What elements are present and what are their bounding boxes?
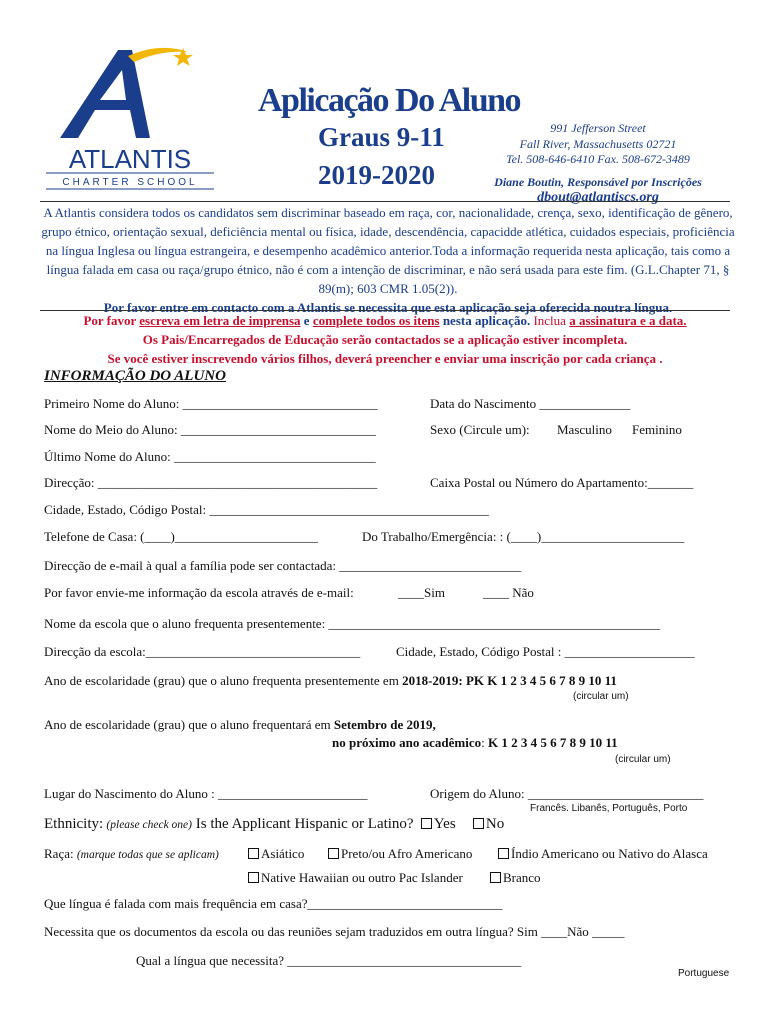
origin-examples: Francês. Libanês, Português, Porto [530, 803, 688, 814]
next-grade-label [44, 717, 436, 733]
circle-note: (circular um) [573, 691, 629, 702]
next-year-label: no próximo ano acadêmico [332, 735, 482, 750]
next-grade-text: Ano de escolaridade (grau) que o aluno frequentará em [44, 717, 334, 732]
ethnicity-note: (please check one) [106, 819, 192, 831]
current-grade-row[interactable] [44, 673, 617, 689]
instructions-line-3: Se você estiver inscrevendo vários filhos, deverá preencher e enviar uma inscrição por cada criança . [107, 351, 663, 366]
family-email-field[interactable]: Direcção de e-mail à qual a família pode ser contactada: ____________________________ [44, 558, 522, 573]
school-address-field[interactable]: Direcção da escola:_________________________________ [44, 644, 361, 659]
race-asian-option[interactable] [248, 846, 304, 862]
sex-label: Sexo (Circule um): [430, 422, 530, 437]
grades-heading: Graus 9-11 [318, 122, 445, 152]
race-label-group [44, 846, 219, 862]
atlantis-logo [40, 40, 220, 190]
current-grade-label: Ano de escolaridade (grau) que o aluno frequenta presentemente em [44, 673, 403, 688]
po-box-field[interactable]: Caixa Postal ou Número do Apartamento:_______ [430, 475, 694, 490]
language-contact-note: Por favor entre em contacto com a Atlantis se necessita que esta aplicação seja oferecida noutra língua. [103, 300, 673, 315]
race-white-checkbox[interactable] [490, 872, 501, 883]
race-label: Raça: [44, 846, 74, 861]
contact-email: dbout@atlantiscs.org [537, 190, 659, 205]
instr-text: Inclua [530, 313, 570, 328]
instr-text: nesta aplicação. [439, 313, 531, 328]
instr-text: Por favor [83, 313, 140, 328]
school-address-block [468, 121, 728, 206]
work-phone-field[interactable]: Do Trabalho/Emergência: : (____)______________________ [362, 529, 685, 544]
home-language-field[interactable]: Que língua é falada com mais frequência em casa?______________________________ [44, 896, 503, 911]
section-title: INFORMAÇÃO DO ALUNO [44, 368, 226, 384]
ethnicity-no-checkbox[interactable] [473, 818, 484, 829]
race-white-option[interactable] [490, 870, 541, 886]
race-native-checkbox[interactable] [498, 848, 509, 859]
email-info-question: Por favor envie-me informação da escola através de e-mail: [44, 585, 354, 600]
instr-underline-print: escreva em letra de imprensa [139, 313, 301, 328]
home-phone-field[interactable]: Telefone de Casa: (____)______________________ [44, 529, 318, 544]
ethnicity-no-label: No [485, 816, 505, 832]
circle-note-2: (circular um) [615, 754, 671, 765]
logo-subtitle: CHARTER SCHOOL [62, 177, 198, 188]
race-black-option[interactable] [328, 846, 472, 862]
birth-date-field[interactable]: Data do Nascimento ______________ [430, 396, 631, 411]
phone-fax: Tel. 508-646-6410 Fax. 508-672-3489 [506, 152, 690, 166]
instr-underline-signature: a assinatura e a data. [569, 313, 687, 328]
race-native-label: Índio Americano ou Nativo do Alasca [511, 846, 708, 861]
next-grade-row[interactable] [332, 735, 618, 751]
current-school-field[interactable]: Nome da escola que o aluno frequenta presentemente: ___________________________________________________ [44, 616, 660, 631]
race-hawaiian-checkbox[interactable] [248, 872, 259, 883]
sex-male-option[interactable]: Masculino [557, 422, 612, 437]
ethnicity-yes-label: Yes [433, 816, 456, 832]
race-native-option[interactable] [498, 846, 708, 862]
address-line-2: Fall River, Massachusetts 02721 [519, 136, 677, 151]
ethnicity-question: Is the Applicant Hispanic or Latino? [191, 816, 414, 832]
which-language-field[interactable]: Qual a língua que necessita? ____________________________________ [136, 953, 522, 968]
next-grade-colon: : [481, 735, 489, 750]
race-black-label: Preto/ou Afro Americano [341, 846, 473, 861]
instr-text: e [300, 313, 313, 328]
header-divider [40, 201, 730, 202]
nondiscrimination-statement [36, 203, 740, 317]
race-black-checkbox[interactable] [328, 848, 339, 859]
email-info-no[interactable]: ____ Não [483, 585, 534, 600]
race-hawaiian-option[interactable] [248, 870, 463, 886]
footer-language: Portuguese [678, 968, 730, 979]
intro-divider [40, 310, 730, 311]
next-grade-date: Setembro de 2019, [333, 717, 436, 732]
race-asian-checkbox[interactable] [248, 848, 259, 859]
translation-question[interactable]: Necessita que os documentos da escola ou das reuniões sejam traduzidos em outra língua? Sim ____Não _____ [44, 924, 625, 939]
city-state-zip-field[interactable]: Cidade, Estado, Código Postal: ___________________________________________ [44, 502, 489, 517]
ethnicity-row [44, 816, 504, 833]
middle-name-field[interactable]: Nome do Meio do Aluno: ______________________________ [44, 422, 376, 437]
ethnicity-yes-checkbox[interactable] [421, 818, 432, 829]
race-note: (marque todas que se aplicam) [76, 849, 219, 861]
address-line-1: 991 Jefferson Street [550, 121, 646, 135]
email-info-yes[interactable]: ____Sim [398, 585, 445, 600]
instructions-line-2: Os Pais/Encarregados de Educação serão contactados se a aplicação estiver incompleta. [142, 332, 628, 347]
race-asian-label: Asiático [261, 846, 305, 861]
first-name-field[interactable]: Primeiro Nome do Aluno: ______________________________ [44, 396, 378, 411]
instr-underline-complete: complete todos os itens [312, 313, 440, 328]
enrollment-contact: Diane Boutin, Responsável por Inscrições [494, 174, 702, 189]
page-title: Aplicação Do Aluno [258, 82, 521, 119]
last-name-field[interactable]: Último Nome do Aluno: _______________________________ [44, 449, 376, 464]
logo-name: ATLANTIS [68, 144, 192, 174]
years-heading: 2019-2020 [318, 160, 435, 190]
ethnicity-label: Ethnicity: [44, 816, 104, 832]
address-field[interactable]: Direcção: ___________________________________________ [44, 475, 378, 490]
origin-field[interactable]: Origem do Aluno: ___________________________ [430, 786, 704, 801]
sex-female-option[interactable]: Feminino [632, 422, 682, 437]
school-city-field[interactable]: Cidade, Estado, Código Postal : ____________________ [396, 644, 695, 659]
birthplace-field[interactable]: Lugar do Nascimento do Aluno : _______________________ [44, 786, 368, 801]
race-white-label: Branco [503, 870, 541, 885]
next-grade-options[interactable]: K 1 2 3 4 5 6 7 8 9 10 11 [488, 735, 618, 750]
intro-text: A Atlantis considera todos os candidatos sem discriminar baseado em raça, cor, nacionalidade, crença, sexo, identificação de gênero, grupo étnico, orientação sexual, deficiência mental ou física, idade, descendência, capacidde atlética, cuidados especiais, proficiência na língua Inglesa ou língua estrangeira, e desempenho acadêmico anterior.Toda a informação requerida nesta aplicação, tais como a língua falada em casa ou raça/grupo étnico, não é com a intenção de discriminar, e não será usada para este fim. (G.L.Chapter 71, § 89(m); 603 CMR 1.05(2)). [41, 205, 735, 296]
race-hawaiian-label: Native Hawaiian ou outro Pac Islander [261, 870, 463, 885]
current-grade-options[interactable]: 2018-2019: PK K 1 2 3 4 5 6 7 8 9 10 11 [402, 673, 617, 688]
instructions-line-1 [30, 313, 740, 329]
